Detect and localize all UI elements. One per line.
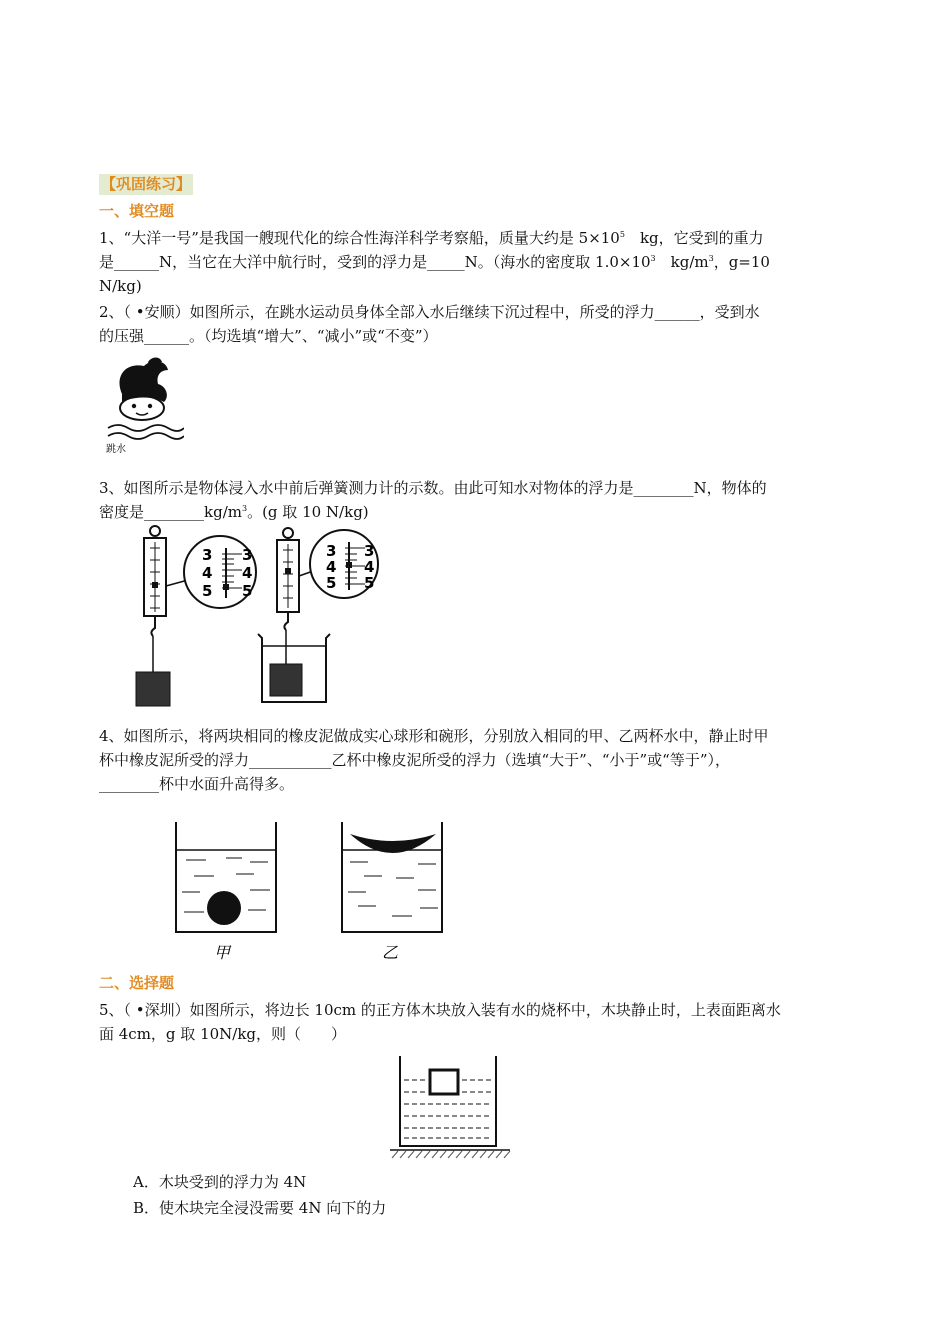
cup-label-yi: 乙 bbox=[382, 943, 399, 962]
q3-line-1: 3、如图所示是物体浸入水中前后弹簧测力计的示数。由此可知水对物体的浮力是________N，物体的 bbox=[99, 479, 767, 497]
q4-line-1: 4、如图所示，将两块相同的橡皮泥做成实心球形和碗形，分别放入相同的甲、乙两杯水中，静止时甲 bbox=[99, 727, 769, 745]
q4-line-3: ________杯中水面升高得多。 bbox=[99, 775, 295, 793]
scale-left-tick-3r: 3 bbox=[242, 546, 253, 564]
scale-right-tick-5r: 5 bbox=[364, 574, 375, 592]
diver-figure bbox=[104, 356, 184, 456]
q1-line-1: 1、“大洋一号”是我国一艘现代化的综合性海洋科学考察船，质量大约是 $5\times 10^5$ kg，它受到的重力 bbox=[99, 229, 764, 247]
q1-line-3: N/kg) bbox=[99, 277, 142, 295]
two-cups-figure bbox=[170, 820, 460, 966]
scale-right-tick-3: 3 bbox=[326, 542, 337, 560]
option-a: A．木块受到的浮力为 4N bbox=[133, 1173, 307, 1191]
scale-left-tick-4r: 4 bbox=[242, 564, 253, 582]
wooden-block-beaker-figure bbox=[388, 1054, 512, 1164]
q2-line-2: 的压强______。（均选填“增大”、“减小”或“不变”） bbox=[99, 327, 438, 345]
practice-header: 【巩固练习】 bbox=[101, 175, 192, 193]
q2-line-1: 2、（ •安顺）如图所示，在跳水运动员身体全部入水后继续下沉过程中，所受的浮力______，受到水 bbox=[99, 303, 760, 321]
q3-line-2: 密度是$\_\_\_\_\_\_\_\_kg/m^3$。(g 取 10 N/kg) bbox=[99, 503, 369, 521]
scale-left-tick-4: 4 bbox=[202, 564, 213, 582]
q1-line-2: 是______N，当它在大洋中航行时，受到的浮力是_____N。（海水的密度取 $1.0\times 10^3$ $kg/m^3$，g=10 bbox=[99, 253, 770, 271]
option-b: B．使木块完全浸没需要 4N 向下的力 bbox=[133, 1199, 387, 1217]
q5-line-2: 面 4cm，g 取 10N/kg，则（ ） bbox=[99, 1025, 347, 1043]
scale-left-tick-3: 3 bbox=[202, 546, 213, 564]
scale-left-tick-5r: 5 bbox=[242, 582, 253, 600]
section-fill-blank: 一、填空题 bbox=[99, 202, 175, 220]
q5-line-1: 5、（ •深圳）如图所示，将边长 10cm 的正方体木块放入装有水的烧杯中，木块静止时，上表面距离水 bbox=[99, 1001, 781, 1019]
q4-line-2: 杯中橡皮泥所受的浮力___________乙杯中橡皮泥所受的浮力（选填“大于”、“小于”或“等于”）， bbox=[99, 751, 731, 769]
scale-right-tick-4: 4 bbox=[326, 558, 337, 576]
cup-label-jia: 甲 bbox=[214, 943, 231, 962]
diver-caption: 跳水 bbox=[106, 444, 126, 455]
scale-right-tick-3r: 3 bbox=[364, 542, 375, 560]
scale-left-tick-5: 5 bbox=[202, 582, 213, 600]
scale-right-tick-5: 5 bbox=[326, 574, 337, 592]
scale-right-tick-4r: 4 bbox=[364, 558, 375, 576]
section-choice: 二、选择题 bbox=[99, 974, 175, 992]
spring-scale-figure bbox=[130, 524, 390, 714]
